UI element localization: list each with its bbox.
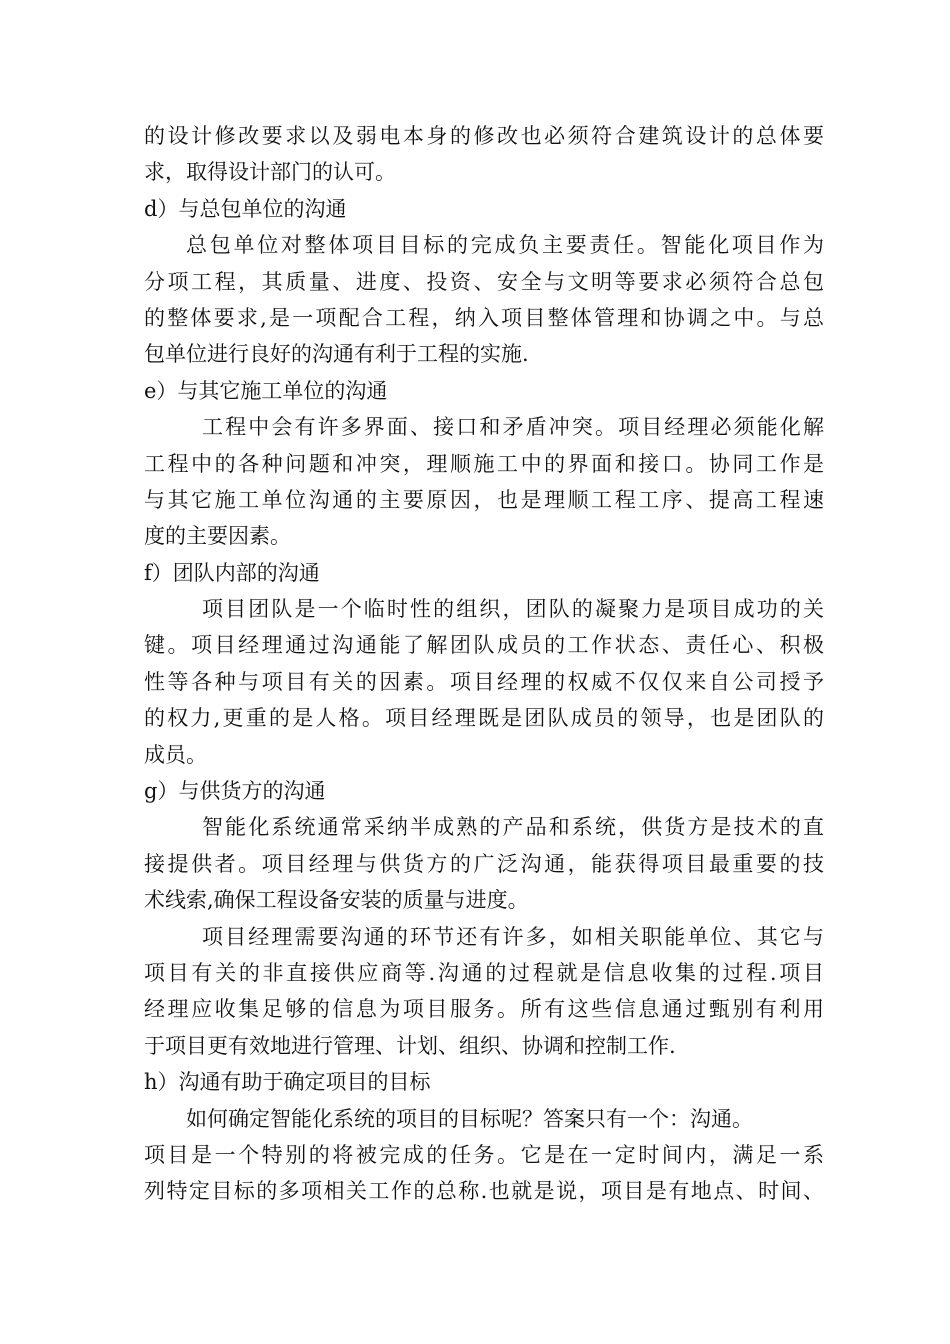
- body-text: [144, 118, 824, 1210]
- text-line: 的整体要求,是一项配合工程，纳入项目整体管理和协调之中。与总: [144, 305, 824, 330]
- text-line: 求，取得设计部门的认可。: [144, 160, 396, 185]
- text-line: 与其它施工单位沟通的主要原因，也是理顺工程工序、提高工程速: [144, 487, 824, 512]
- text-line: 键。项目经理通过沟通能了解团队成员的工作状态、责任心、积极: [144, 633, 824, 658]
- text-line: 项目经理需要沟通的环节还有许多，如相关职能单位、其它与: [202, 924, 824, 949]
- text-line: 经理应收集足够的信息为项目服务。所有这些信息通过甄别有利用: [144, 997, 824, 1022]
- section-heading-d: d）与总包单位的沟通: [144, 196, 347, 221]
- text-line: 智能化系统通常采纳半成熟的产品和系统，供货方是技术的直: [202, 815, 824, 840]
- text-line: 术线索,确保工程设备安装的质量与进度。: [144, 888, 529, 913]
- text-line: 性等各种与项目有关的因素。项目经理的权威不仅仅来自公司授予: [144, 669, 824, 694]
- text-line: 成员。: [144, 742, 207, 767]
- text-line: 接提供者。项目经理与供货方的广泛沟通，能获得项目最重要的技: [144, 851, 824, 876]
- text-line: 如何确定智能化系统的项目的目标呢？答案只有一个：沟通。: [186, 1106, 753, 1131]
- text-line: 总包单位对整体项目目标的完成负主要责任。智能化项目作为: [186, 233, 824, 258]
- section-heading-h: h）沟通有助于确定项目的目标: [144, 1070, 431, 1095]
- text-line: 工程中的各种问题和冲突，理顺施工中的界面和接口。协同工作是: [144, 451, 824, 476]
- section-heading-g: g）与供货方的沟通: [144, 779, 326, 804]
- text-line: 度的主要因素。: [144, 524, 291, 549]
- text-line: 分项工程，其质量、进度、投资、安全与文明等要求必须符合总包: [144, 269, 824, 294]
- text-line: 项目是一个特别的将被完成的任务。它是在一定时间内，满足一系: [144, 1142, 824, 1167]
- section-heading-f: f）团队内部的沟通: [144, 560, 320, 585]
- text-line: 工程中会有许多界面、接口和矛盾冲突。项目经理必须能化解: [202, 415, 824, 440]
- text-line: 的权力,更重的是人格。项目经理既是团队成员的领导，也是团队的: [144, 706, 824, 731]
- text-line: 的设计修改要求以及弱电本身的修改也必须符合建筑设计的总体要: [144, 124, 824, 148]
- text-line: 项目有关的非直接供应商等.沟通的过程就是信息收集的过程.项目: [144, 960, 824, 985]
- text-line: 列特定目标的多项相关工作的总称.也就是说，项目是有地点、时间、: [144, 1179, 824, 1204]
- text-line: 包单位进行良好的沟通有利于工程的实施.: [144, 342, 529, 367]
- text-line: 项目团队是一个临时性的组织，团队的凝聚力是项目成功的关: [202, 597, 824, 622]
- section-heading-e: e）与其它施工单位的沟通: [144, 378, 388, 403]
- text-line: 于项目更有效地进行管理、计划、组织、协调和控制工作.: [144, 1033, 676, 1058]
